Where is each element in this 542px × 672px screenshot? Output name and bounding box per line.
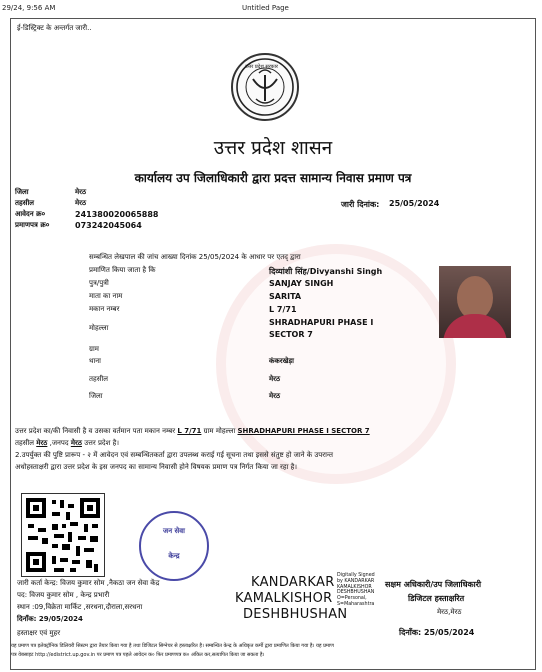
stamp-text-top: जन सेवा	[163, 527, 185, 535]
house-label: मकान नम्बर	[89, 305, 120, 313]
certificate-label: प्रमाणपत्र क्र०	[15, 221, 50, 229]
issue-date-value: 25/05/2024	[389, 199, 440, 208]
officer-date: दिनाँक: 25/05/2024	[399, 628, 475, 637]
district-label: जिला	[15, 188, 29, 196]
residence-state: उत्तर प्रदेश है।	[84, 439, 120, 447]
police-value: कंकरखेड़ा	[269, 357, 294, 365]
issuer-center: जारी कर्ता केन्द्र: विजय कुमार सोम ,नैकठा जन सेवा केंद्र	[17, 579, 160, 587]
officer-place: मेरठ,मेरठ	[437, 608, 462, 616]
certificate-subtitle: कार्यालय उप जिलाधिकारी द्वारा प्रदत्त सामान्य निवास प्रमाण पत्र	[134, 171, 412, 185]
digital-sign-6: S=Maharashtra	[337, 601, 375, 607]
stamp-text-bottom: केन्द्र	[168, 552, 180, 560]
tehsil-label: तहसील	[15, 199, 34, 207]
e-district-label: ई-डिस्ट्रिक्ट के अन्तर्गत जारी..	[17, 24, 92, 32]
officer-sign: डिजिटल हस्ताक्षरित	[408, 594, 465, 603]
residence-text-b: ग्राम मोहल्ला	[203, 427, 236, 435]
issuer-designation: पद: विजय कुमार सोम , केन्द्र प्रभारी	[17, 591, 110, 599]
footer-note-2: पत्र वेबसाइट http://edistrict.up.gov.in पर प्रमाण पत्र पहले आवेदन क० फिर प्रमाणपत्र क० अंकित कर,सत्यापित किया जा सकता है।	[11, 652, 265, 658]
police-label: थाना	[89, 357, 101, 365]
residence-line-3: 2.उपर्युक्त की पुष्टि प्रारूप - २ में आवेदन एवं सम्बन्धितकर्ता द्वारा उपलब्ध कराई गई सूचना तथा इससे संतुष्ट हो जाने के उपरान्त	[15, 451, 334, 459]
residence-line-2	[15, 439, 535, 448]
district-value: मेरठ	[75, 188, 87, 196]
footer-note-1: यह प्रमाण पत्र इलेक्ट्रॉनिक डिलिवरी सिस्टम द्वारा तैयार किया गया है तथा डिजिटल सिग्नेचर से हस्ताक्षरित है। सम्बन्धित केन्द्र के अधिकृत कर्मी द्वारा प्रमाणित किया गया है। यह प्रमाण	[11, 643, 334, 649]
parent-value: SANJAY SINGH	[269, 279, 334, 288]
digital-sign-1: Digitally Signed	[337, 573, 375, 578]
digital-signature-block	[337, 573, 391, 608]
residence-line-4: अधोहस्ताक्षरी द्वारा उत्तर प्रदेश के इस जनपद का सामान्य निवासी होने विषयक प्रमाण पत्र निर्गत किया जा रहा है।	[15, 463, 298, 471]
digital-sign-2: by KANDARKAR	[337, 578, 375, 584]
officer-title: सक्षम अधिकारी/उप जिलाधिकारी	[385, 580, 482, 589]
residence-mohalla: SHRADHAPURI PHASE I SECTOR 7	[237, 427, 370, 435]
qr-code	[21, 493, 105, 577]
village-label: ग्राम	[89, 345, 99, 353]
residence-district-value: मेरठ	[70, 439, 82, 447]
mohalla-label: मोहल्ला	[89, 324, 109, 332]
residence-house: L 7/71	[177, 427, 202, 435]
background-watermark	[216, 244, 456, 484]
applicant-photo	[439, 266, 511, 338]
service-center-stamp	[139, 511, 209, 581]
residence-line-1	[15, 427, 535, 436]
tehsil-row-value: मेरठ	[269, 375, 281, 383]
mother-label: माता का नाम	[89, 292, 123, 300]
residence-text-a: उत्तर प्रदेश का/की निवासी है व उसका वर्तमान पता मकान नम्बर	[15, 427, 176, 435]
signer-name-line-1: KANDARKAR	[251, 575, 335, 590]
application-label: आवेदन क्र०	[15, 210, 46, 218]
qr-code-graphic	[22, 494, 104, 576]
mohalla-value-1: SHRADHAPURI PHASE I	[269, 318, 374, 327]
photo-shoulders	[443, 314, 507, 338]
certification-intro: सम्बन्धित लेखपाल की जांच आख्या दिनांक 25/05/2024 के आधार पर एतद् द्वारा	[89, 253, 301, 261]
tehsil-row-label: तहसील	[89, 375, 108, 383]
mother-value: SARITA	[269, 292, 302, 301]
applicant-name: दिव्यांशी सिंह/Divyanshi Singh	[269, 267, 383, 276]
browser-page-title: Untitled Page	[242, 4, 289, 12]
application-number: 241380020065888	[75, 210, 159, 219]
issuer-date: दिनाँक: 29/05/2024	[17, 615, 83, 623]
page-title: उत्तर प्रदेश शासन	[213, 137, 333, 159]
tehsil-value: मेरठ	[75, 199, 87, 207]
certificate-number: 073242045064	[75, 221, 142, 230]
district-row-value: मेरठ	[269, 392, 281, 400]
parent-label: पुत्र/पुत्री	[89, 279, 109, 287]
residence-district-label: ,जनपद	[49, 439, 69, 447]
house-value: L 7/71	[269, 305, 297, 314]
digital-sign-4: DESHBHUSHAN	[337, 590, 375, 596]
issue-date-label: जारी दिनांक:	[341, 200, 380, 209]
certificate-document	[10, 18, 536, 670]
mohalla-value-2: SECTOR 7	[269, 330, 313, 339]
signer-name-line-2: KAMALKISHOR	[235, 591, 333, 606]
digital-sign-5: O=Personal,	[337, 596, 367, 602]
browser-timestamp: 29/24, 9:56 AM	[2, 4, 56, 12]
residence-tehsil-label: तहसील	[15, 439, 34, 447]
signature-seal-label: हस्ताक्षर एवं मुहर	[17, 629, 61, 637]
digital-sign-3: KAMALKISHOR	[337, 584, 372, 590]
residence-tehsil-value: मेरठ	[36, 439, 48, 447]
district-row-label: जिला	[89, 392, 103, 400]
certify-label: प्रमाणित किया जाता है कि	[89, 266, 156, 274]
emblem-text: उत्तर प्रदेश सरकार	[245, 64, 278, 70]
issuer-location: स्थान :09,विक्रेता मार्किट ,सरधना,दौराला,सरधना	[17, 603, 143, 611]
signer-name-line-3: DESHBHUSHAN	[243, 607, 348, 622]
